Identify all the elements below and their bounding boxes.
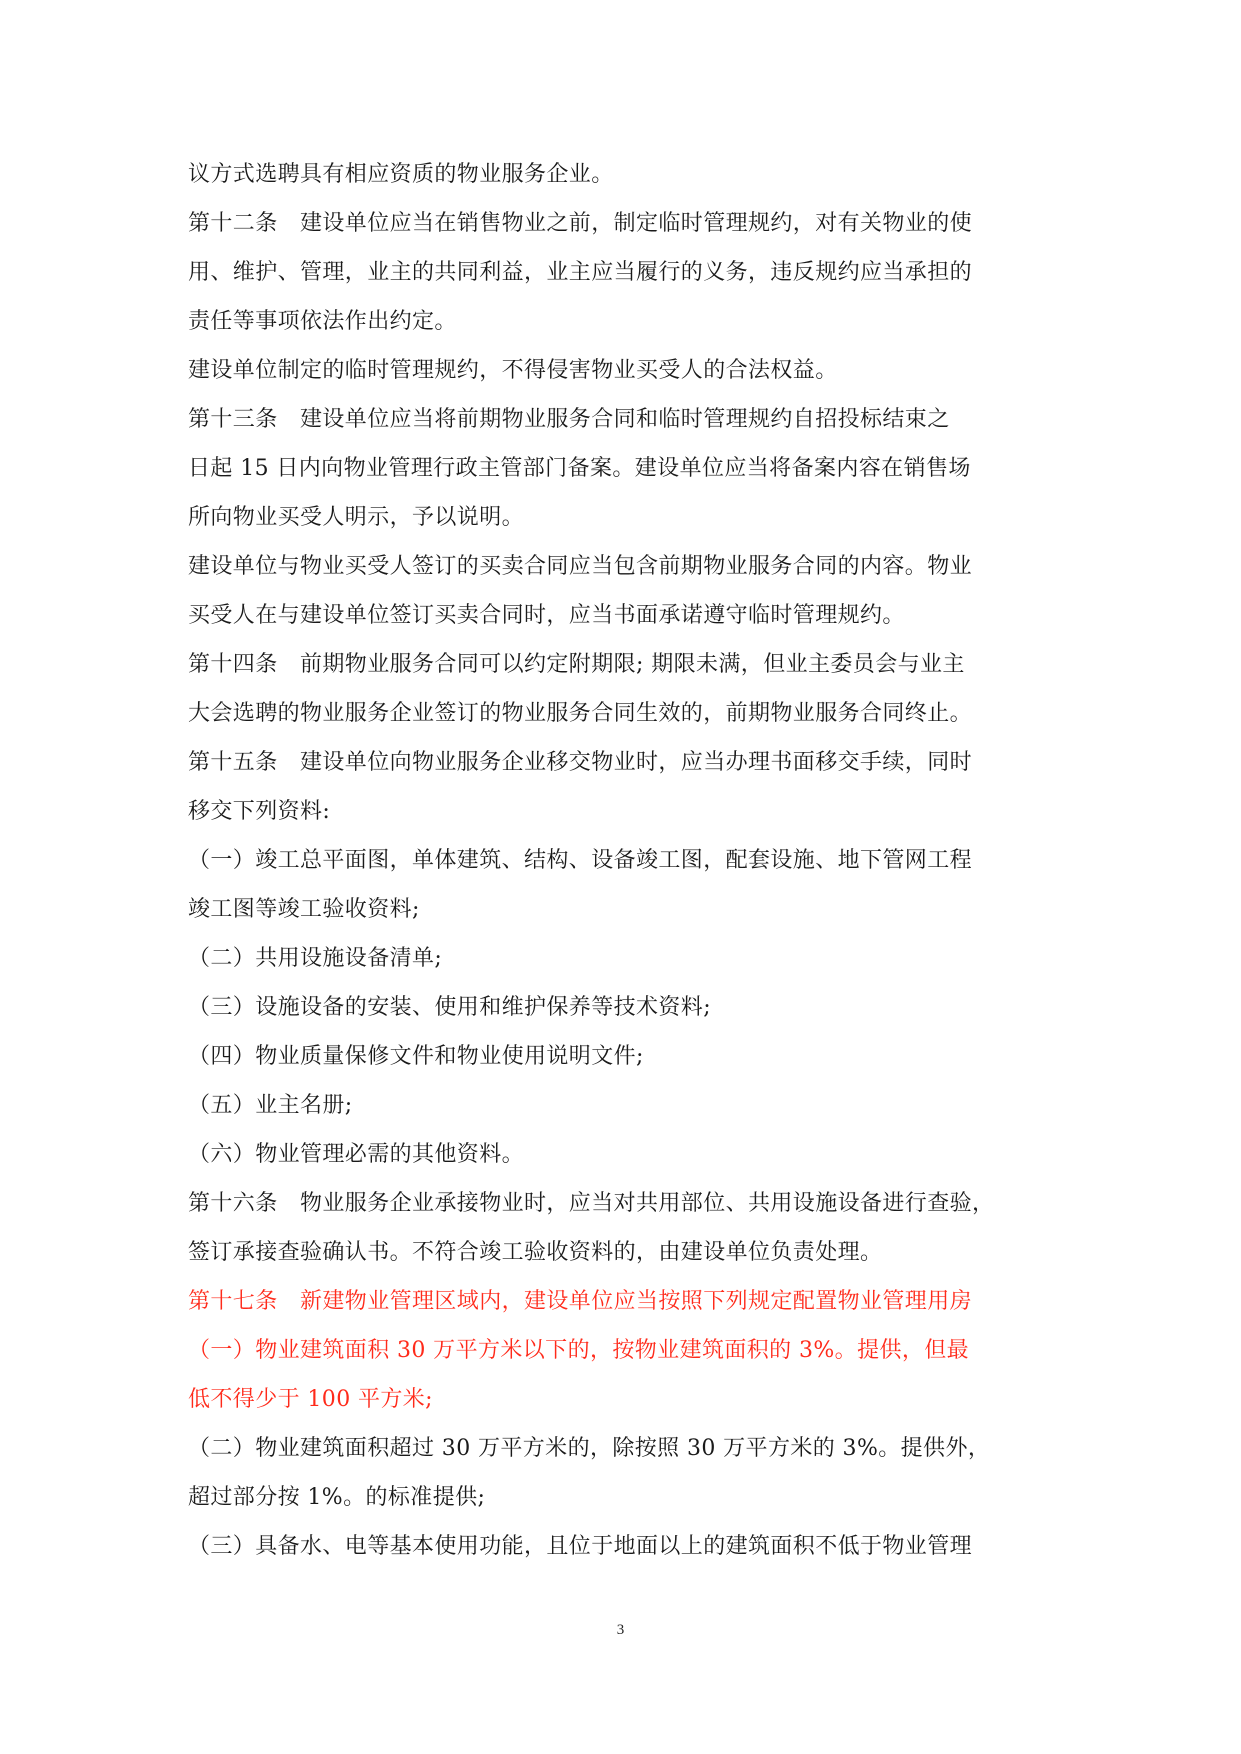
article-15-line: 第十五条 建设单位向物业服务企业移交物业时，应当办理书面移交手续，同时 xyxy=(188,750,973,775)
text-line: 用、维护、管理，业主的共同利益，业主应当履行的义务，违反规约应当承担的 xyxy=(188,260,973,285)
article-12-line: 第十二条 建设单位应当在销售物业之前，制定临时管理规约，对有关物业的使 xyxy=(188,211,973,236)
text-line: 责任等事项依法作出约定。 xyxy=(188,309,457,334)
text-line: 日起 15 日内向物业管理行政主管部门备案。建设单位应当将备案内容在销售场 xyxy=(188,456,971,481)
list-item: （四）物业质量保修文件和物业使用说明文件; xyxy=(188,1044,644,1069)
article-13-line: 第十三条 建设单位应当将前期物业服务合同和临时管理规约自招投标结束之 xyxy=(188,407,950,432)
article-17-line: 第十七条 新建物业管理区域内，建设单位应当按照下列规定配置物业管理用房 xyxy=(188,1289,973,1314)
text-line: 议方式选聘具有相应资质的物业服务企业。 xyxy=(188,162,614,187)
text-line: 所向物业买受人明示，予以说明。 xyxy=(188,505,525,530)
article-14-line: 第十四条 前期物业服务合同可以约定附期限; 期限未满，但业主委员会与业主 xyxy=(188,652,965,677)
list-item: （三）具备水、电等基本使用功能，且位于地面以上的建筑面积不低于物业管理 xyxy=(188,1534,973,1559)
list-item: （三）设施设备的安装、使用和维护保养等技术资料; xyxy=(188,995,712,1020)
text-line: 大会选聘的物业服务企业签订的物业服务合同生效的，前期物业服务合同终止。 xyxy=(188,701,973,726)
text-line: 建设单位制定的临时管理规约，不得侵害物业买受人的合法权益。 xyxy=(188,358,838,383)
text-line-highlighted: 低不得少于 100 平方米; xyxy=(188,1387,433,1412)
text-line: 超过部分按 1%。的标准提供; xyxy=(188,1485,486,1510)
text-line: 签订承接查验确认书。不符合竣工验收资料的，由建设单位负责处理。 xyxy=(188,1240,883,1265)
text-line: 竣工图等竣工验收资料; xyxy=(188,897,420,922)
document-body xyxy=(188,150,1058,1571)
list-item-highlighted: （一）物业建筑面积 30 万平方米以下的，按物业建筑面积的 3%。提供，但最 xyxy=(188,1338,970,1363)
text-line: 买受人在与建设单位签订买卖合同时，应当书面承诺遵守临时管理规约。 xyxy=(188,603,905,628)
list-item: （五）业主名册; xyxy=(188,1093,353,1118)
text-line: 移交下列资料: xyxy=(188,799,331,824)
article-16-line: 第十六条 物业服务企业承接物业时，应当对共用部位、共用设施设备进行查验， xyxy=(188,1191,995,1216)
page-number: 3 xyxy=(616,1622,625,1638)
list-item: （六）物业管理必需的其他资料。 xyxy=(188,1142,525,1167)
list-item: （一）竣工总平面图，单体建筑、结构、设备竣工图，配套设施、地下管网工程 xyxy=(188,848,973,873)
text-line: 建设单位与物业买受人签订的买卖合同应当包含前期物业服务合同的内容。物业 xyxy=(188,554,973,579)
list-item: （二）物业建筑面积超过 30 万平方米的，除按照 30 万平方米的 3%。提供外， xyxy=(188,1436,991,1461)
list-item: （二）共用设施设备清单; xyxy=(188,946,443,971)
